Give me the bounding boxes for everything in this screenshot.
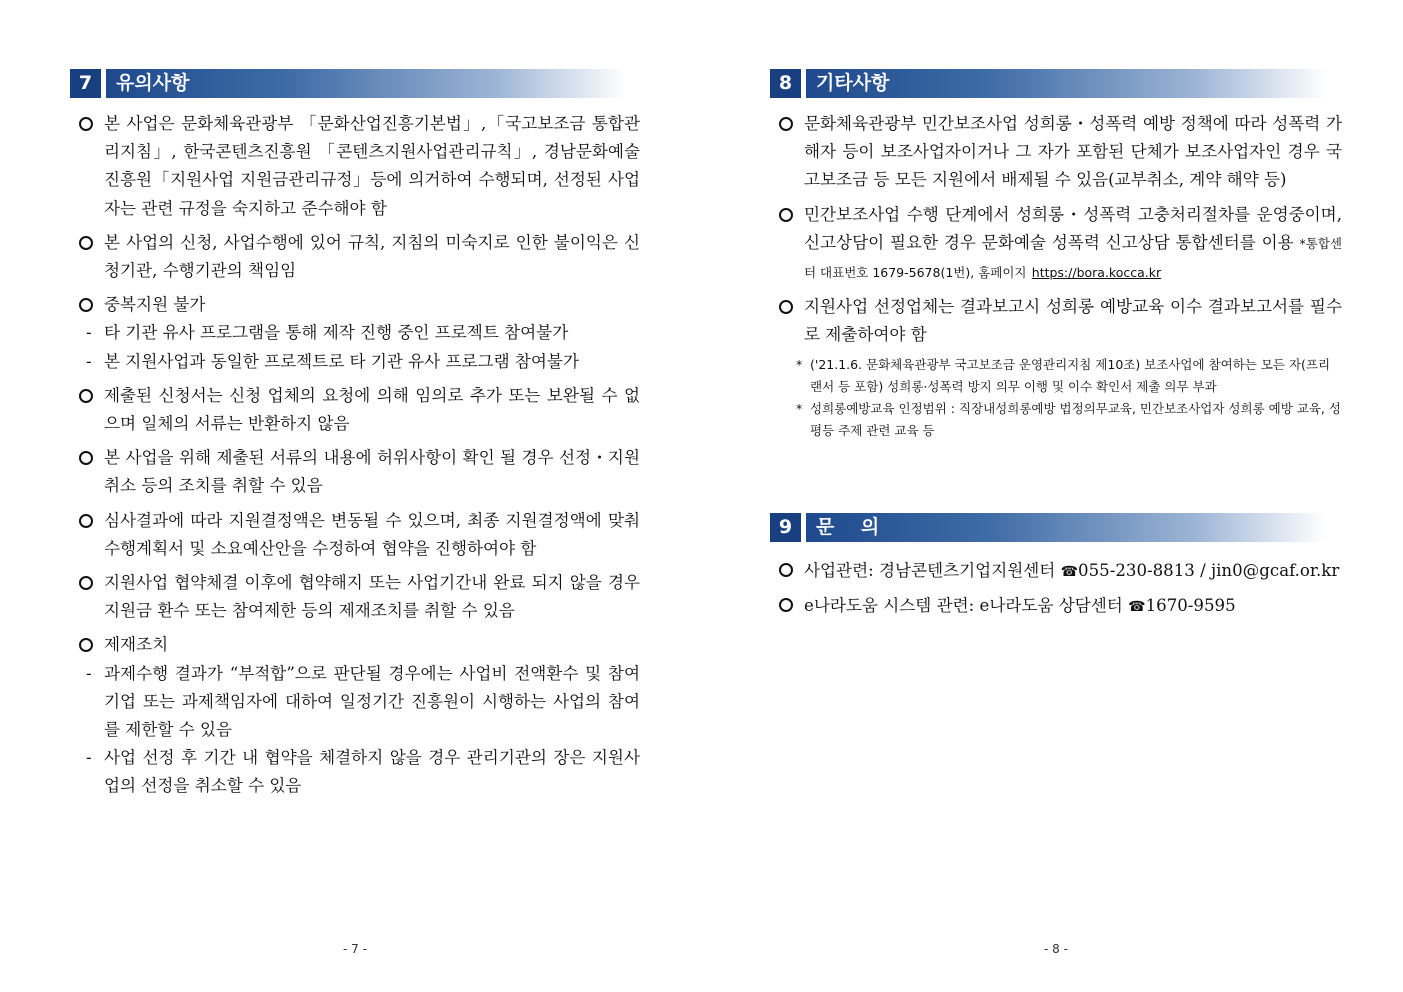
circle-bullet-icon bbox=[779, 117, 793, 131]
list-item: 제출된 신청서는 신청 업체의 요청에 의해 임의로 추가 또는 보완될 수 없으며 일체의 서류는 반환하지 않음 bbox=[70, 382, 640, 438]
dash-bullet: - bbox=[86, 663, 92, 683]
section-number: 8 bbox=[770, 69, 801, 98]
phone-number: 1670-9595 bbox=[1145, 596, 1236, 615]
dash-bullet: - bbox=[86, 748, 92, 768]
email-address[interactable]: jin0@gcaf.or.kr bbox=[1210, 561, 1340, 580]
section-number: 7 bbox=[70, 69, 101, 98]
homepage-link[interactable]: https://bora.kocca.kr bbox=[1031, 265, 1162, 281]
phone-icon: ☎ bbox=[1128, 599, 1146, 615]
circle-bullet-icon bbox=[79, 236, 93, 250]
list-item: 본 사업을 위해 제출된 서류의 내용에 허위사항이 확인 될 경우 선정・지원취소 등의 조치를 취할 수 있음 bbox=[70, 444, 640, 500]
circle-bullet-icon bbox=[79, 514, 93, 528]
list-item: 심사결과에 따라 지원결정액은 변동될 수 있으며, 최종 지원결정액에 맞춰 수행계획서 및 소요예산안을 수정하여 협약을 진행하여야 함 bbox=[70, 507, 640, 563]
misc-list bbox=[770, 110, 1342, 442]
sub-list-item: - 타 기관 유사 프로그램을 통해 제작 진행 중인 프로젝트 참여불가 bbox=[70, 319, 640, 347]
contact-item: e나라도움 시스템 관련: e나라도움 상담센터 ☎1670-9595 bbox=[770, 591, 1342, 622]
circle-bullet-icon bbox=[79, 451, 93, 465]
circle-bullet-icon bbox=[79, 638, 93, 652]
list-item: 민간보조사업 수행 단계에서 성희롱・성폭력 고충처리절차를 운영중이며, 신고상담이 필요한 경우 문화예술 성폭력 신고상담 통합센터를 이용 *통합센터 대표번호 1679-5678(1번), 홈페이지 https://bora.kocca.kr bbox=[770, 201, 1342, 288]
list-item: 지원사업 선정업체는 결과보고시 성희롱 예방교육 이수 결과보고서를 필수로 제출하여야 함 bbox=[770, 293, 1342, 349]
phone-number: 055-230-8813 bbox=[1078, 561, 1195, 580]
phone-icon: ☎ bbox=[1060, 564, 1079, 580]
right-page bbox=[770, 0, 1342, 992]
asterisk-mark: * bbox=[796, 400, 803, 416]
circle-bullet-icon bbox=[79, 298, 93, 312]
circle-bullet-icon bbox=[79, 117, 93, 131]
section-8-header bbox=[770, 69, 1326, 98]
footnote: * ('21.1.6. 문화체육관광부 국고보조금 운영관리지침 제10조) 보조사업에 참여하는 모든 자(프리랜서 등 포함) 성희롱·성폭력 방지 의무 이행 및 이수 확인서 제출 의무 부과 bbox=[770, 354, 1342, 398]
sub-list-item: - 사업 선정 후 기간 내 협약을 체결하지 않을 경우 관리기관의 장은 지원사업의 선정을 취소할 수 있음 bbox=[70, 744, 640, 800]
list-item: 문화체육관광부 민간보조사업 성희롱・성폭력 예방 정책에 따라 성폭력 가해자 등이 보조사업자이거나 그 자가 포함된 단체가 보조사업자인 경우 국고보조금 등 모든 지원에서 배제될 수 있음(교부취소, 계약 해약 등) bbox=[770, 110, 1342, 195]
circle-bullet-icon bbox=[79, 389, 93, 403]
dash-bullet: - bbox=[86, 323, 92, 343]
list-item: 지원사업 협약체결 이후에 협약해지 또는 사업기간내 완료 되지 않을 경우 지원금 환수 또는 참여제한 등의 제재조치를 취할 수 있음 bbox=[70, 569, 640, 625]
section-bar bbox=[806, 513, 1326, 542]
sub-list-item: - 과제수행 결과가 “부적합”으로 판단될 경우에는 사업비 전액환수 및 참여기업 또는 과제책임자에 대하여 일정기간 진흥원이 시행하는 사업의 참여를 제한할 수 있음 bbox=[70, 660, 640, 745]
section-title: 문 의 bbox=[816, 516, 880, 538]
dash-bullet: - bbox=[86, 351, 92, 371]
list-item: 본 사업은 문화체육관광부 「문화산업진흥기본법」,「국고보조금 통합관리지침」, 한국콘텐츠진흥원 「콘텐츠지원사업관리규칙」, 경남문화예술진흥원「지원사업 지원금관리규정」등에 의거하여 수행되며, 선정된 사업자는 관련 규정을 숙지하고 준수해야 함 bbox=[70, 110, 640, 223]
section-number: 9 bbox=[770, 513, 801, 542]
section-9-header bbox=[770, 513, 1326, 542]
contact-item: 사업관련: 경남콘텐츠기업지원센터 ☎055-230-8813 / jin0@gcaf.or.kr bbox=[770, 556, 1342, 587]
hotline-note: *통합센터 대표번호 1679-5678(1번), 홈페이지 bbox=[804, 235, 1343, 281]
circle-bullet-icon bbox=[779, 563, 793, 577]
section-7-header bbox=[70, 69, 626, 98]
circle-bullet-icon bbox=[779, 208, 793, 222]
page-number: - 7 - bbox=[343, 942, 367, 956]
circle-bullet-icon bbox=[779, 300, 793, 314]
list-item: 본 사업의 신청, 사업수행에 있어 규칙, 지침의 미숙지로 인한 불이익은 신청기관, 수행기관의 책임임 bbox=[70, 229, 640, 285]
notice-list bbox=[70, 110, 640, 801]
left-page bbox=[70, 0, 640, 992]
section-title: 기타사항 bbox=[816, 72, 890, 94]
circle-bullet-icon bbox=[79, 576, 93, 590]
section-title: 유의사항 bbox=[116, 72, 190, 94]
list-item: 중복지원 불가 bbox=[70, 291, 640, 319]
list-item: 제재조치 bbox=[70, 631, 640, 659]
sub-list-item: - 본 지원사업과 동일한 프로젝트로 타 기관 유사 프로그램 참여불가 bbox=[70, 348, 640, 376]
contact-list bbox=[770, 556, 1342, 622]
circle-bullet-icon bbox=[779, 598, 793, 612]
page-number: - 8 - bbox=[1044, 942, 1068, 956]
asterisk-mark: * bbox=[796, 356, 803, 372]
footnote: * 성희롱예방교육 인정범위 : 직장내성희롱예방 법정의무교육, 민간보조사업자 성희롱 예방 교육, 성평등 주제 관련 교육 등 bbox=[770, 398, 1342, 442]
